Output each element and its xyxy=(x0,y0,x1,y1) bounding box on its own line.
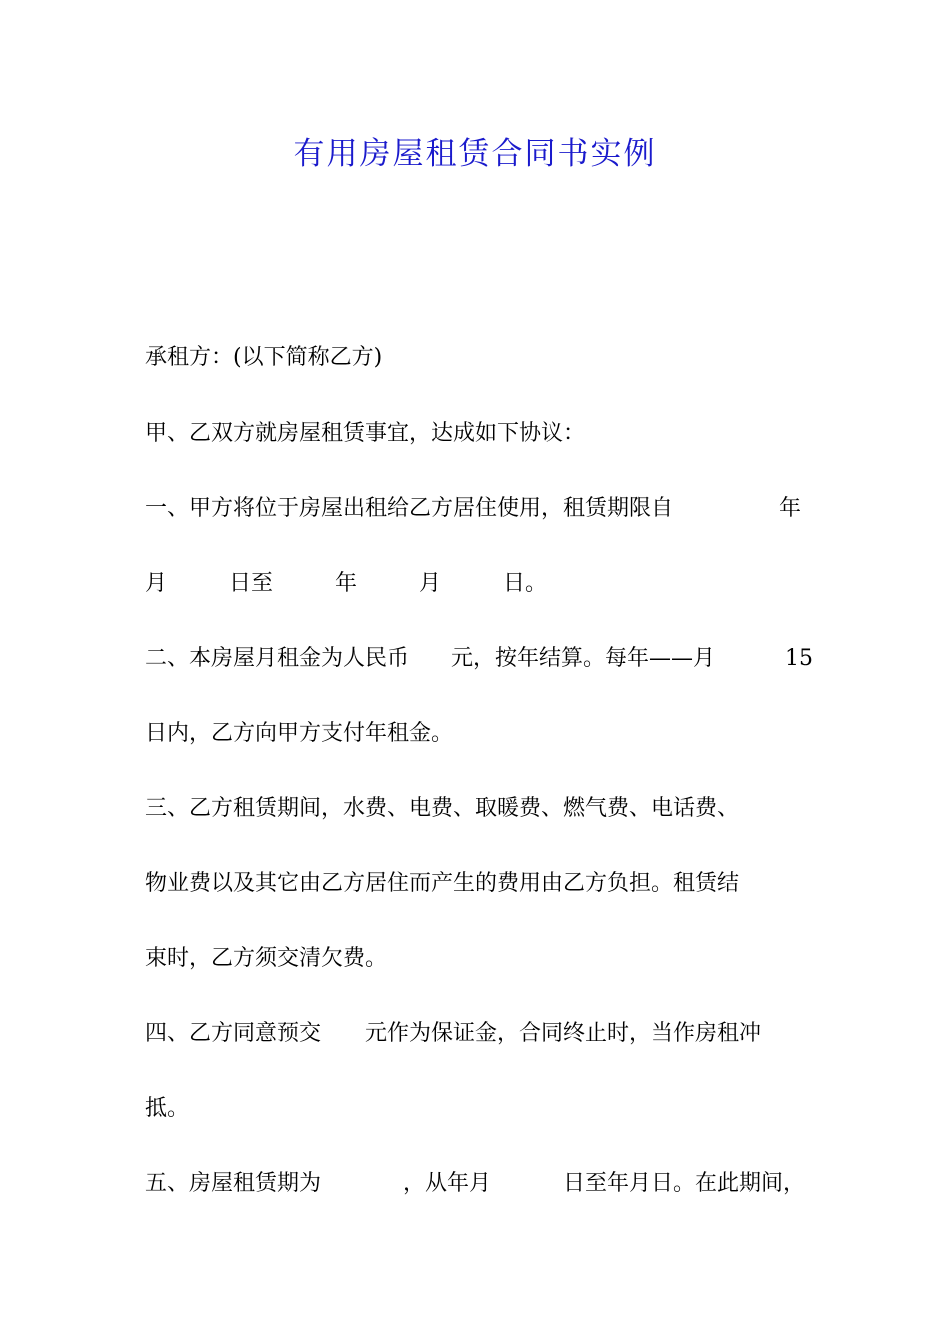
paragraph-line xyxy=(145,644,813,674)
text-segment: 年 xyxy=(335,571,358,596)
text-segment: 物业费以及其它由乙方居住而产生的费用由乙方负担。租赁结 xyxy=(145,871,740,896)
text-segment: 一、甲方将位于房屋出租给乙方居住使用，租赁期限自 xyxy=(145,496,674,521)
text-segment: 15 xyxy=(785,646,813,671)
text-segment: 五、房屋租赁期为 xyxy=(145,1171,322,1196)
text-segment: 三、乙方租赁期间，水费、电费、取暖费、燃气费、电话费、 xyxy=(145,796,740,821)
document-title: 有用房屋租赁合同书实例 xyxy=(293,136,657,172)
paragraph-line xyxy=(145,1019,810,1049)
text-segment: 二、本房屋月租金为人民币 xyxy=(145,646,410,671)
text-segment: 月 xyxy=(419,571,442,596)
text-segment: 甲、乙双方就房屋租赁事宜，达成如下协议： xyxy=(145,421,586,446)
text-segment: 日至年月日。在此期间， xyxy=(563,1171,806,1196)
text-segment: 抵。 xyxy=(145,1096,190,1121)
text-segment: 年 xyxy=(779,496,802,521)
paragraph-line xyxy=(145,869,810,899)
text-segment: 束时，乙方须交清欠费。 xyxy=(145,946,388,971)
text-segment: ，从年月 xyxy=(403,1171,492,1196)
paragraph-line xyxy=(145,494,810,524)
text-segment: 四、乙方同意预交 xyxy=(145,1021,322,1046)
text-segment: 承租方：(以下简称乙方) xyxy=(145,345,383,370)
paragraph-line xyxy=(145,794,810,824)
paragraph-line xyxy=(145,419,810,449)
paragraph-line xyxy=(145,343,810,373)
paragraph-line xyxy=(145,1169,810,1199)
text-segment: 日内，乙方向甲方支付年租金。 xyxy=(145,721,454,746)
paragraph-line xyxy=(145,719,810,749)
text-segment: 月 xyxy=(145,571,168,596)
text-segment: 元，按年结算。每年——月 xyxy=(451,646,716,671)
text-segment: 日至 xyxy=(229,571,274,596)
paragraph-line xyxy=(145,944,810,974)
text-segment: 日。 xyxy=(503,571,548,596)
paragraph-line xyxy=(145,569,810,599)
text-segment: 元作为保证金，合同终止时，当作房租冲 xyxy=(365,1021,762,1046)
paragraph-line xyxy=(145,1094,810,1124)
